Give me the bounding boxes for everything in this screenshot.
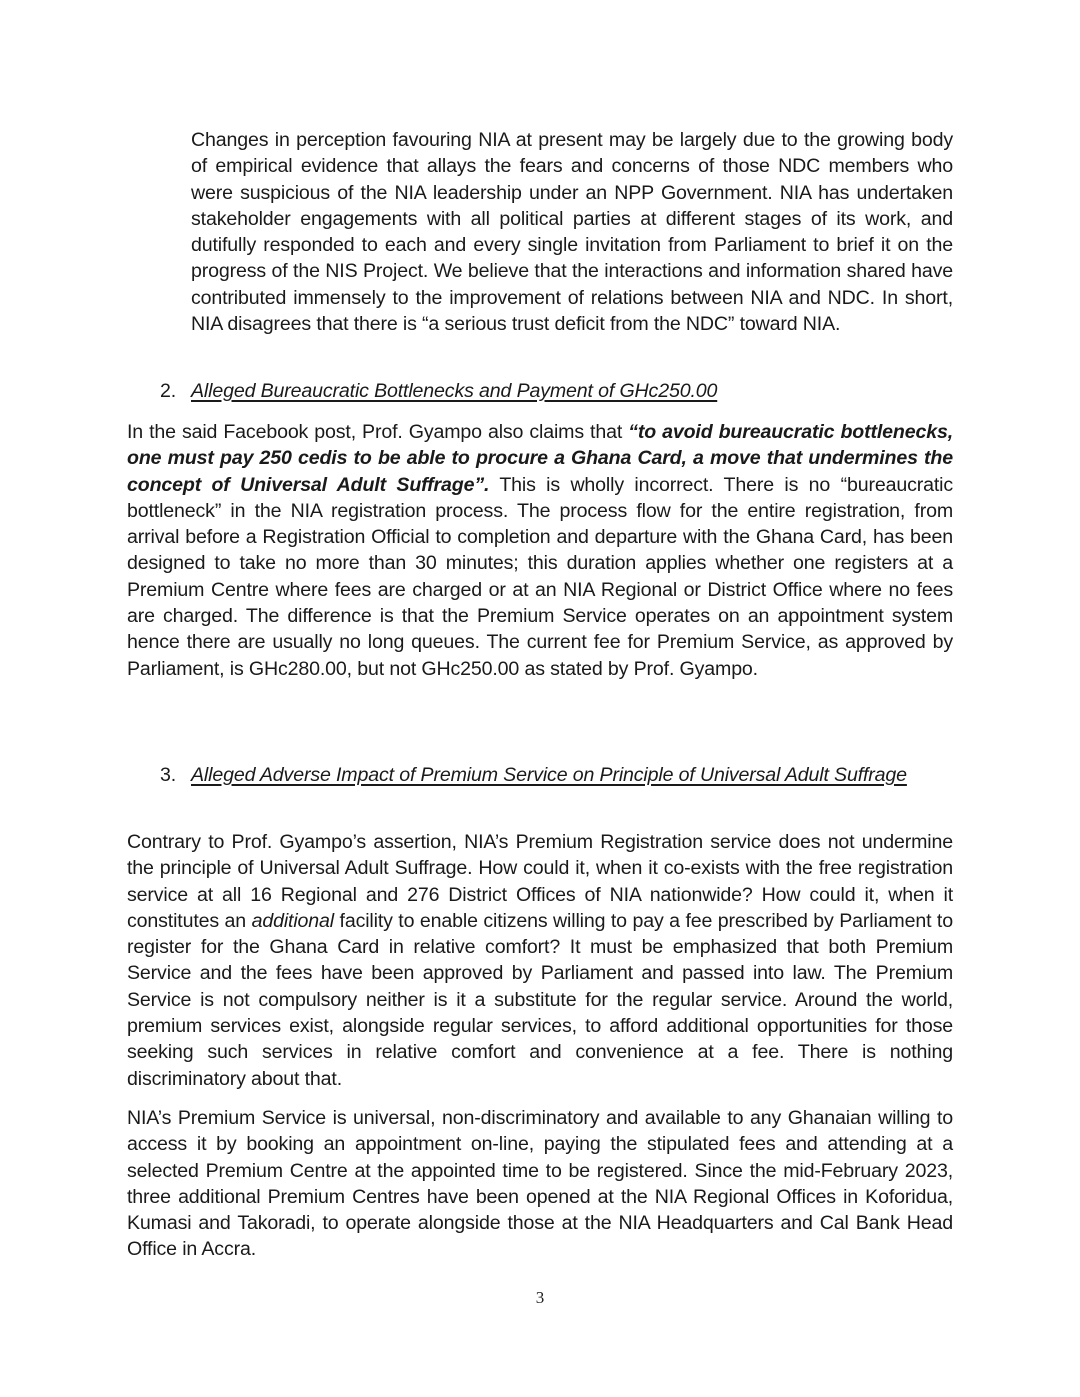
intro-paragraph: Changes in perception favouring NIA at present may be largely due to the growing body of empirical evidence that allays the fears and concerns of those NDC members who were suspicious of the NIA leadership under an NPP Government. NIA has undertaken stakeholder engagements with all political parties at different stages of its work, and dutifully responded to each and every single invitation from Parliament to brief it on the progress of the NIS Project. We believe that the interactions and information shared have contributed immensely to the improvement of relations between NIA and NDC. In short, NIA disagrees that there is “a serious trust deficit from the NDC” toward NIA. xyxy=(191,129,953,336)
section-3-title: Alleged Adverse Impact of Premium Service on Principle of Universal Adult Suffrage xyxy=(191,764,907,786)
section-3-number: 3. xyxy=(160,764,177,786)
section-2-paragraph xyxy=(127,419,953,682)
paragraph-lead: In the said Facebook post, Prof. Gyampo also claims that xyxy=(127,421,629,443)
paragraph-rest: This is wholly incorrect. There is no “bureaucratic bottleneck” in the NIA registration process. The process flow for the entire registration, from arrival before a Registration Official to completion and departure with the Ghana Card, has been designed to take no more than 30 minutes; this duration applies whether one registers at a Premium Centre where fees are charged or at an NIA Regional or District Office where no fees are charged. The difference is that the Premium Service operates on an appointment system hence there are usually no long queues. The current fee for Premium Service, as approved by Parliament, is GHc280.00, but not GHc250.00 as stated by Prof. Gyampo. xyxy=(127,473,953,680)
section-2-title: Alleged Bureaucratic Bottlenecks and Payment of GHc250.00 xyxy=(191,380,718,402)
section-2-heading xyxy=(160,378,953,404)
paragraph-lead: Contrary to Prof. Gyampo’s assertion, NIA’s Premium Registration service does not undermine the principle of Universal Adult Suffrage. How could it, when it co-exists with the free registration service at all 16 Regional and 276 District Offices of NIA nationwide? How could it, when it constitutes an xyxy=(127,831,953,932)
page-number: 3 xyxy=(535,1288,545,1307)
section-2-number: 2. xyxy=(160,380,177,402)
quoted-claim: “to avoid bureaucratic bottlenecks, one must pay 250 cedis to be able to procure a Ghana Card, a move that undermines the concept of Universal Adult Suffrage”. xyxy=(127,421,953,496)
section-3-heading xyxy=(160,762,953,788)
emphasized-word: additional xyxy=(251,909,334,932)
section-3-paragraph-1 xyxy=(127,829,953,1092)
paragraph-rest: facility to enable citizens willing to pay a fee prescribed by Parliament to register for the Ghana Card in relative comfort? It must be emphasized that both Premium Service and the fees have been approved by Parliament and passed into law. The Premium Service is not compulsory neither is it a substitute for the regular service. Around the world, premium services exist, alongside regular services, to afford additional opportunities for those seeking such services in relative comfort and convenience at a fee. There is nothing discriminatory about that. xyxy=(127,909,953,1090)
section-3-paragraph-2: NIA’s Premium Service is universal, non-discriminatory and available to any Ghanaian willing to access it by booking an appointment on-line, paying the stipulated fees and attending at a selected Premium Centre at the appointed time to be registered. Since the mid-February 2023, three additional Premium Centres have been opened at the NIA Regional Offices in Koforidua, Kumasi and Takoradi, to operate alongside those at the NIA Headquarters and Cal Bank Head Office in Accra. xyxy=(127,1107,953,1261)
